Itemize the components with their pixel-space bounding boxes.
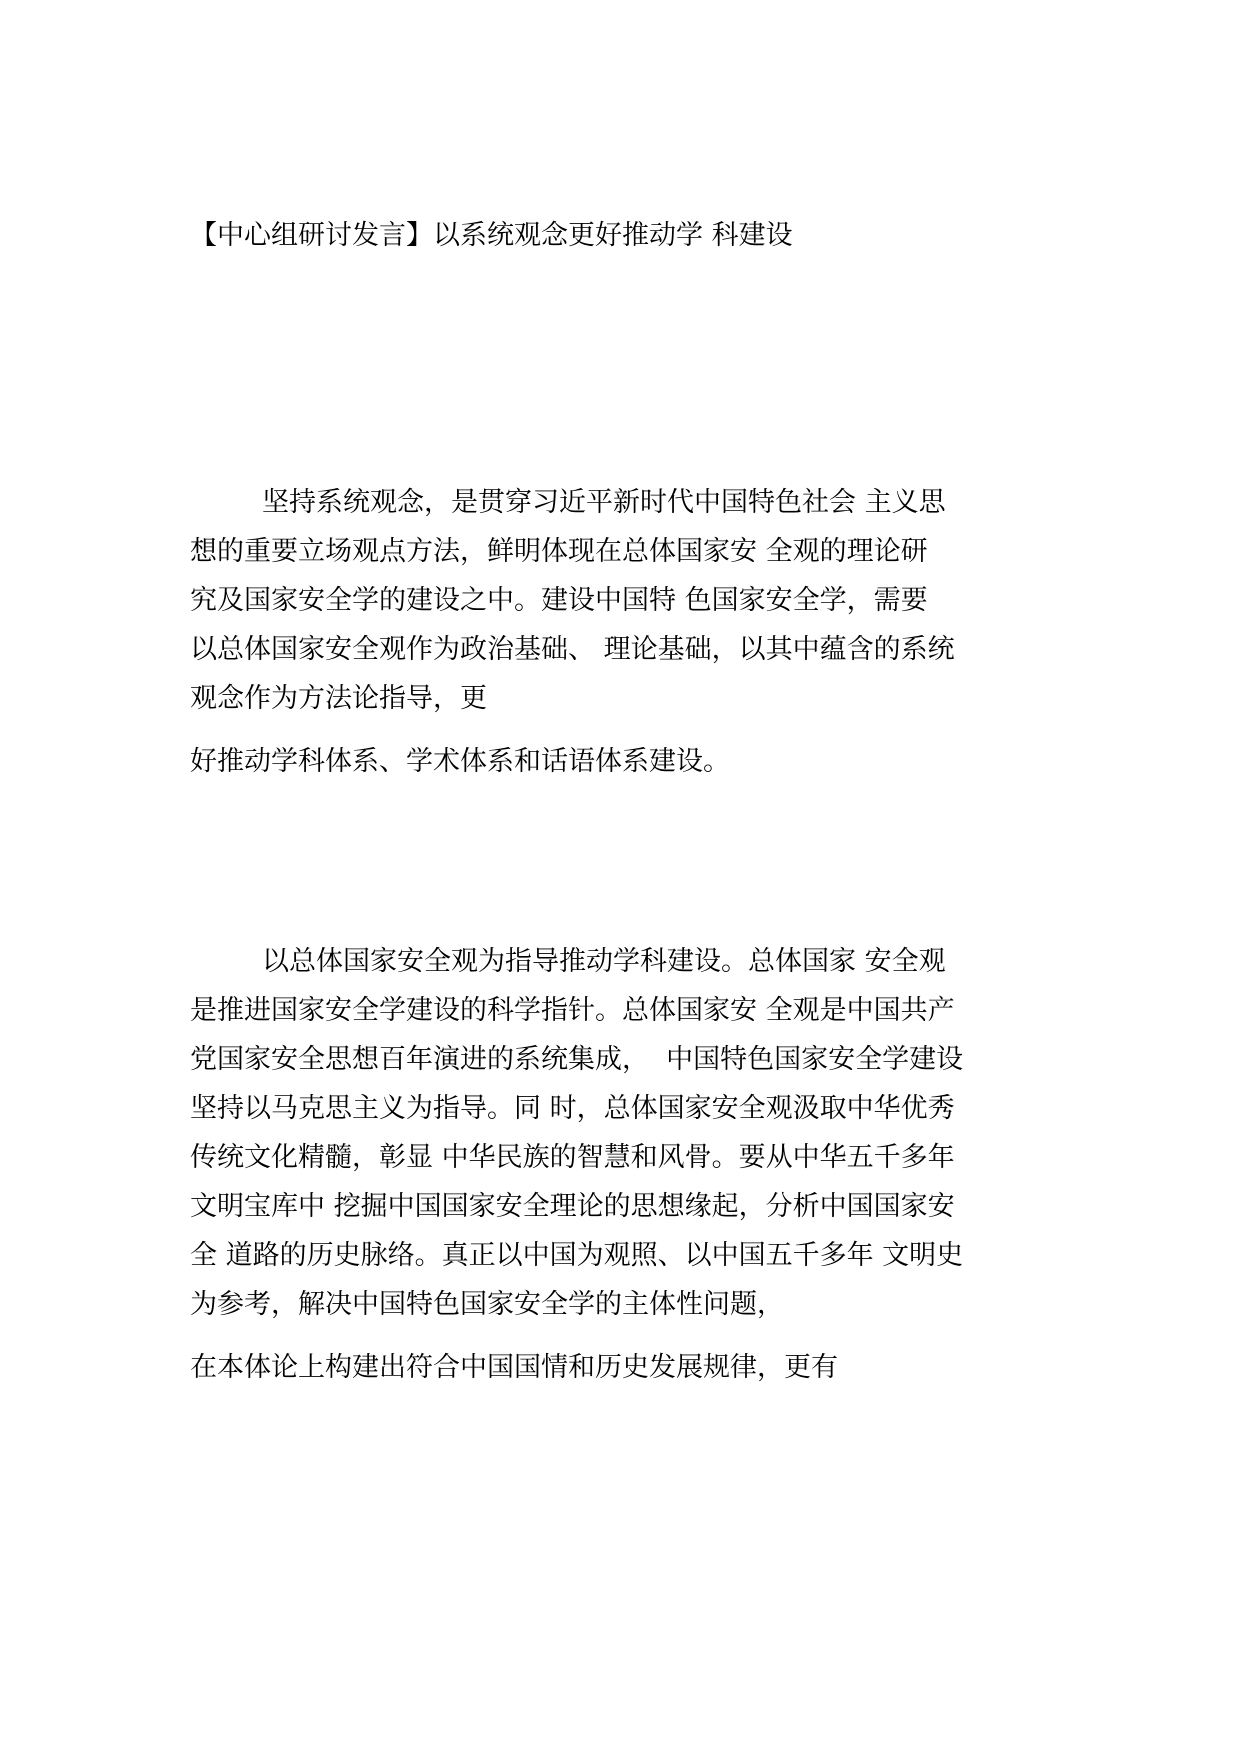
paragraph-line: 全 道路的历史脉络。真正以中国为观照、以中国五千多年 文明史 (190, 1240, 964, 1271)
paragraph-line: 观念作为方法论指导，更 (190, 683, 487, 714)
paragraph-line: 坚持以马克思主义为指导。同 时，总体国家安全观汲取中华优秀 (190, 1093, 955, 1124)
paragraph-line: 党国家安全思想百年演进的系统集成， 中国特色国家安全学建设 (190, 1044, 964, 1075)
paragraph-line: 坚持系统观念，是贯穿习近平新时代中国特色社会 主义思 (262, 487, 946, 518)
paragraph-line: 在本体论上构建出符合中国国情和历史发展规律，更有 (190, 1352, 838, 1383)
paragraph-line: 好推动学科体系、学术体系和话语体系建设。 (190, 746, 730, 777)
paragraph-line: 究及国家安全学的建设之中。建设中国特 色国家安全学，需要 (190, 585, 928, 616)
paragraph-line: 是推进国家安全学建设的科学指针。总体国家安 全观是中国共产 (190, 995, 955, 1026)
paragraph-line: 传统文化精髓，彰显 中华民族的智慧和风骨。要从中华五千多年 (190, 1142, 955, 1173)
paragraph-line: 以总体国家安全观作为政治基础、 理论基础，以其中蕴含的系统 (190, 634, 955, 665)
paragraph-line: 文明宝库中 挖掘中国国家安全理论的思想缘起，分析中国国家安 (190, 1191, 955, 1222)
paragraph-line: 以总体国家安全观为指导推动学科建设。总体国家 安全观 (262, 946, 946, 977)
paragraph-line: 为参考，解决中国特色国家安全学的主体性问题， (190, 1289, 784, 1320)
document-title: 【中心组研讨发言】以系统观念更好推动学 科建设 (190, 220, 793, 251)
paragraph-line: 想的重要立场观点方法，鲜明体现在总体国家安 全观的理论研 (190, 536, 928, 567)
